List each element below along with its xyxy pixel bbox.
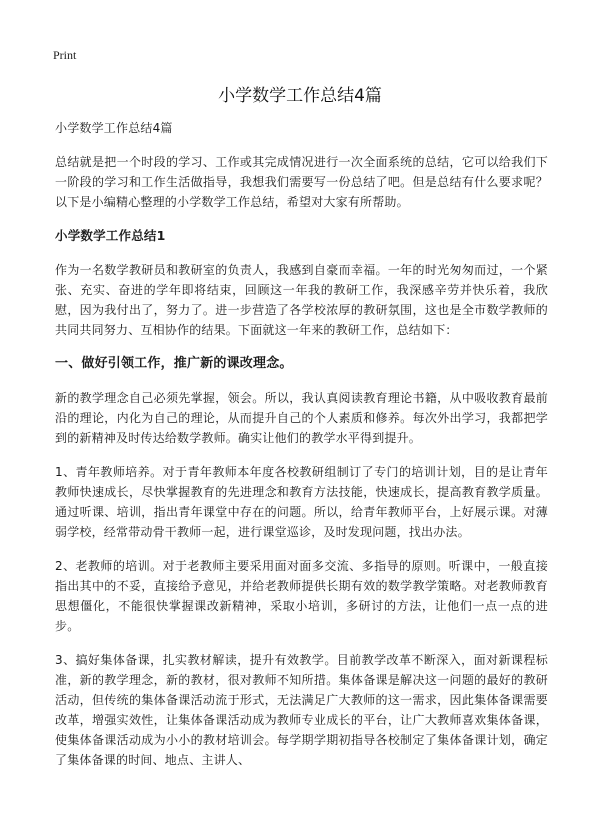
- document-body: [55, 118, 548, 784]
- paragraph-2: 新的教学理念自己必须先掌握，领会。所以，我认真阅读教育理论书籍，从中吸收教育最前沿的理论，内化为自己的理论，从而提升自己的个人素质和修养。每次外出学习，我都把学到的新精神及时传达给数学教师。确实让他们的教学水平得到提升。: [55, 391, 548, 445]
- paragraph-4: 2、老教师的培训。对于老教师主要采用面对面多交流、多指导的原则。听课中，一般直接指出其中的不妥，直接给予意见，并给老教师提供长期有效的数学教学策略。对老教师教育思想僵化，不能很快掌握课改新精神，采取小培训，多研讨的方法，让他们一点一点的进步。: [55, 559, 548, 633]
- paragraph-3: 1、青年教师培养。对于青年教师本年度各校教研组制订了专门的培训计划，目的是让青年教师快速成长，尽快掌握教育的先进理念和教育方法技能，快速成长，提高教育教学质量。通过听课、培训，指出青年课堂中存在的问题。所以，给青年教师平台，上好展示课。对薄弱学校，经常带动骨干教师一起，进行课堂巡诊，及时发现问题，找出办法。: [55, 465, 548, 539]
- article-heading: 小学数学工作总结1: [55, 228, 166, 243]
- document-title: 小学数学工作总结4篇: [218, 86, 382, 106]
- section-heading-1: 一、做好引领工作，推广新的课改理念。: [55, 356, 293, 371]
- paragraph-1: 作为一名数学教研员和教研室的负责人，我感到自豪而幸福。一年的时光匆匆而过，一个紧张、充实、奋进的学年即将结束，回顾这一年我的教研工作，我深感辛劳并快乐着，我欣慰，因为我付出了，努力了。进一步营造了各学校浓厚的教研氛围，这也是全市数学教师的共同共同努力、互相协作的结果。下面就这一年来的教研工作，总结如下：: [55, 263, 548, 337]
- document-subtitle: 小学数学工作总结4篇: [55, 121, 173, 135]
- paragraph-5: 3、搞好集体备课，扎实教材解读，提升有效教学。目前教学改革不断深入，面对新课程标准，新的教学理念，新的教材，很对教师不知所措。集体备课是解决这一问题的最好的教研活动，但传统的集体备课活动流于形式，无法满足广大教师的这一需求，因此集体备课需要改革，增强实效性，让集体备课活动成为教师专业成长的平台，让广大教师喜欢集体备课，使集体备课活动成为小小的教材培训会。每学期学期初指导各校制定了集体备课计划，确定了集体备课的时间、地点、主讲人、: [55, 653, 548, 767]
- print-link[interactable]: Print: [53, 48, 77, 62]
- intro-paragraph: 总结就是把一个时段的学习、工作或其完成情况进行一次全面系统的总结，它可以给我们下一阶段的学习和工作生活做指导，我想我们需要写一份总结了吧。但是总结有什么要求呢？以下是小编精心整理的小学数学工作总结，希望对大家有所帮助。: [55, 155, 548, 209]
